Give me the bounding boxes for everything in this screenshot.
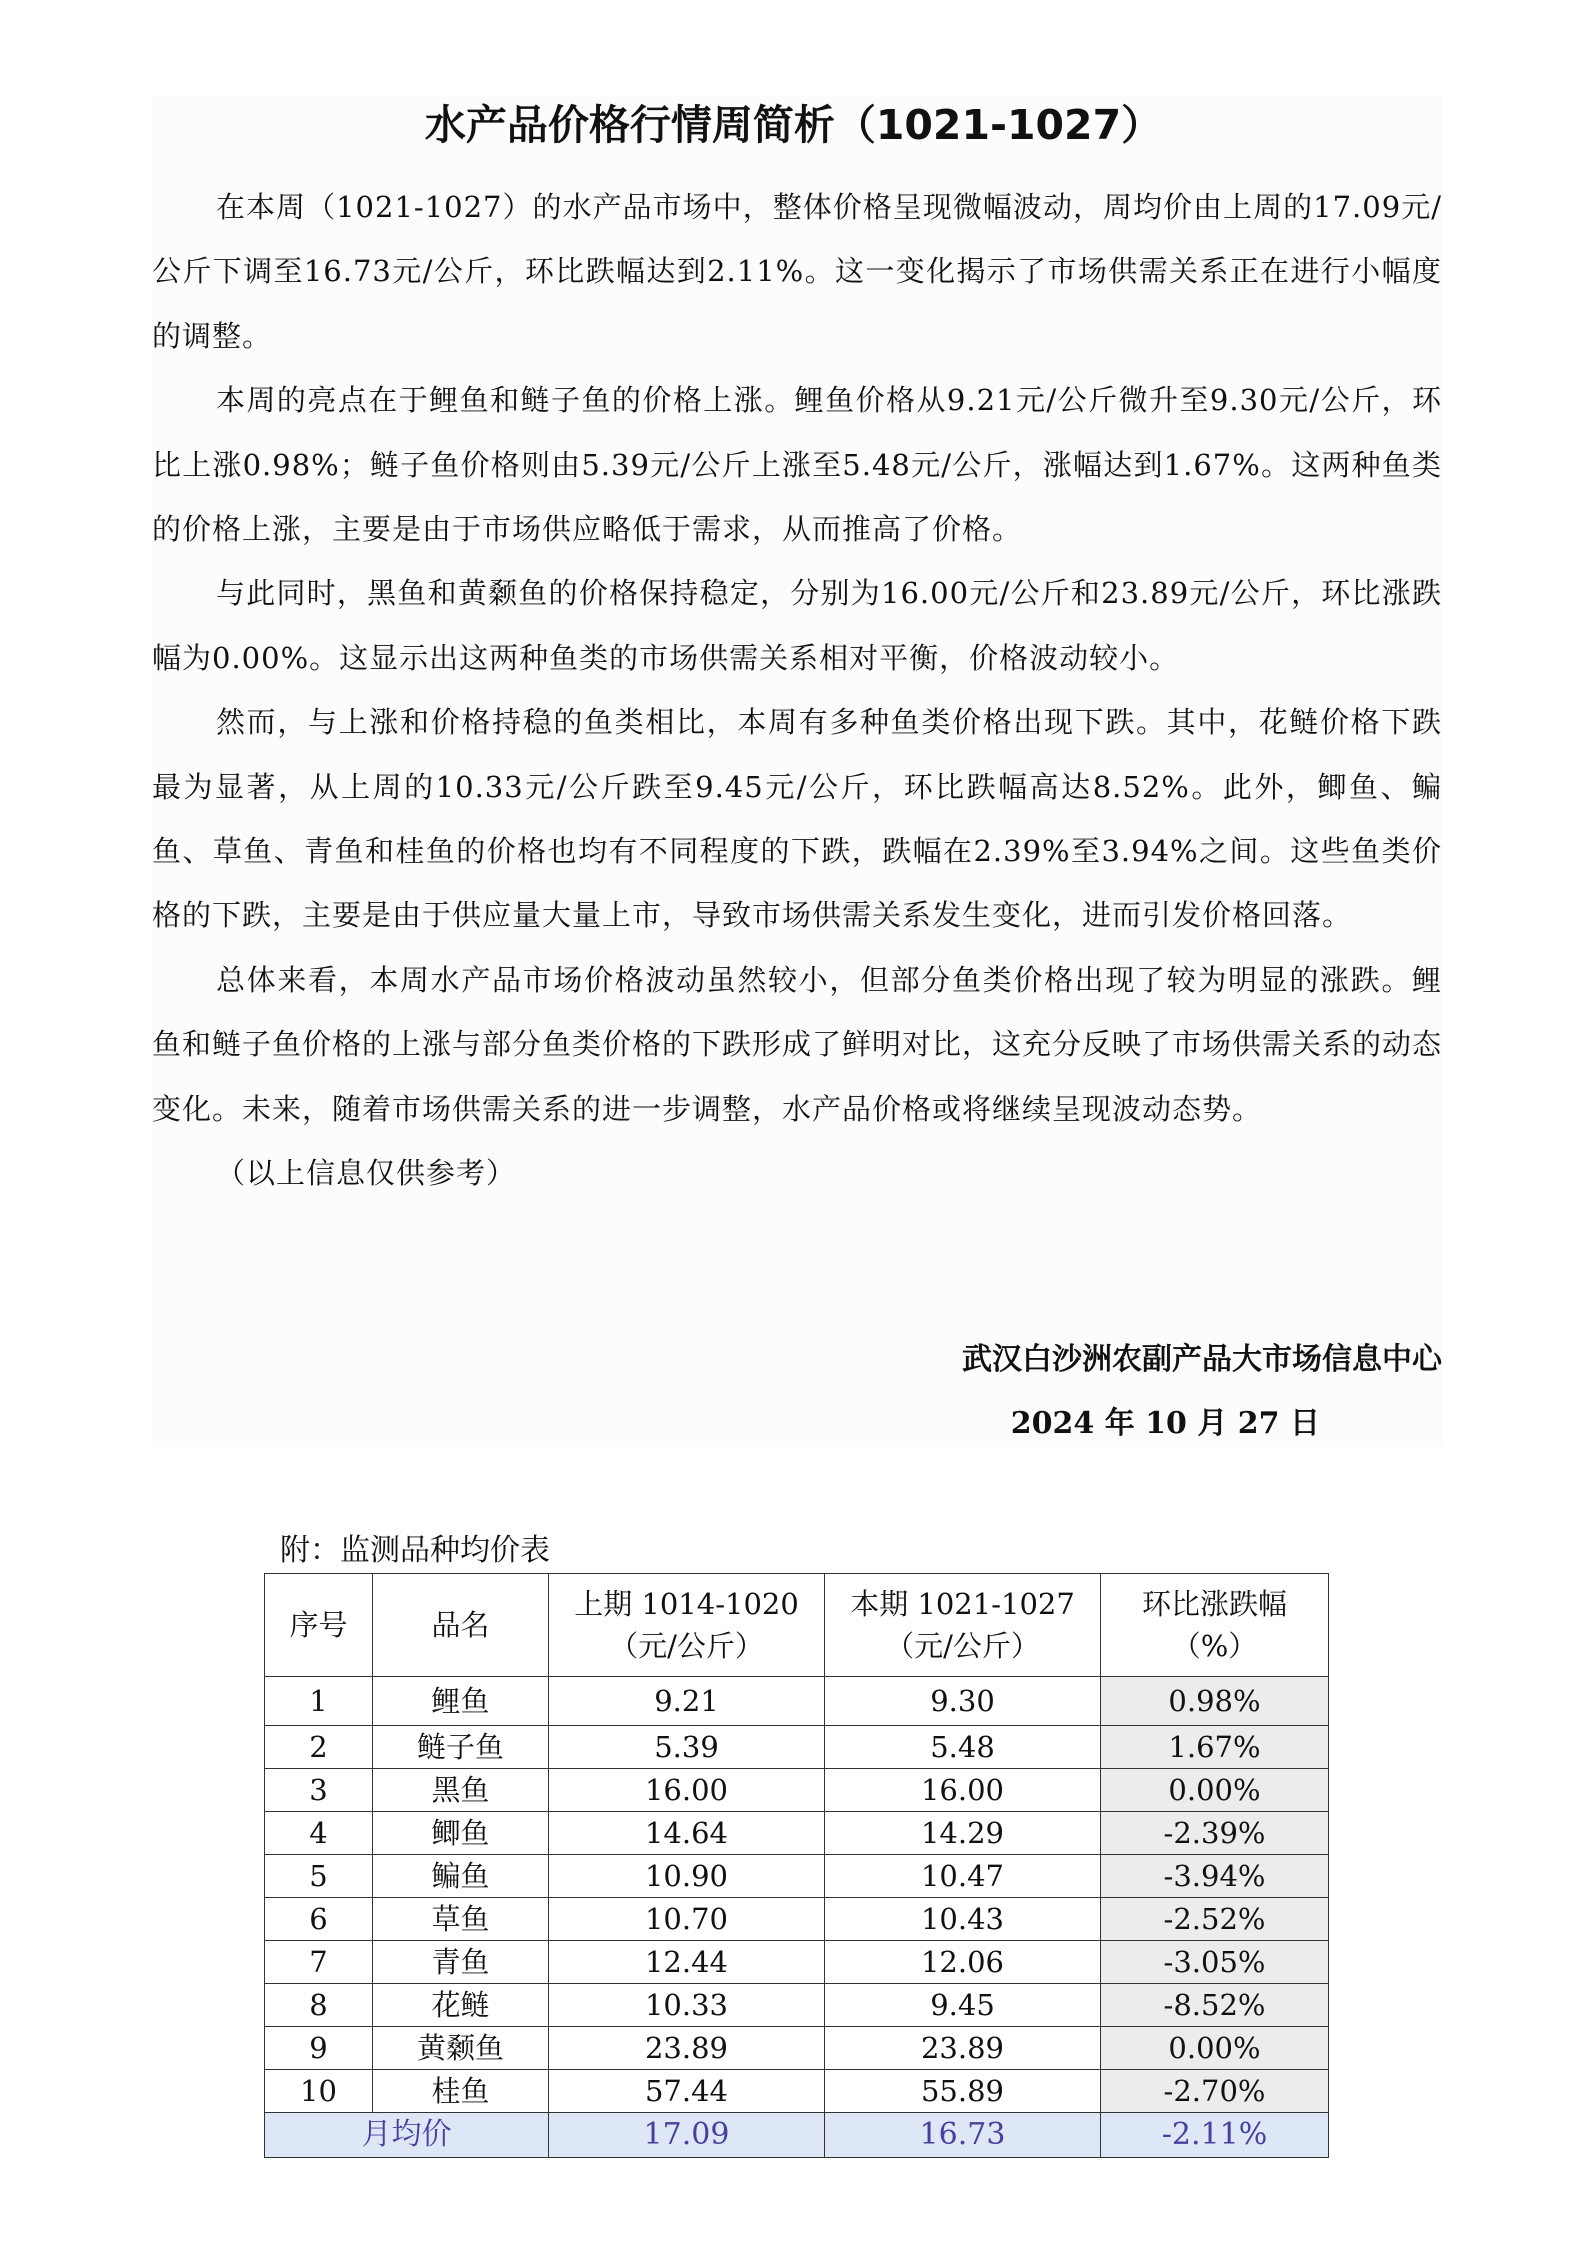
table-row — [265, 1898, 1329, 1941]
average-chg: -2.11% — [1101, 2113, 1329, 2158]
cell-prev-price: 57.44 — [549, 2070, 825, 2113]
cell-prev-price: 23.89 — [549, 2027, 825, 2070]
cell-change: -2.39% — [1101, 1812, 1329, 1855]
cell-name: 桂鱼 — [373, 2070, 549, 2113]
table-row — [265, 1769, 1329, 1812]
cell-no: 9 — [265, 2027, 373, 2070]
paragraph-price-rise: 本周的亮点在于鲤鱼和鲢子鱼的价格上涨。鲤鱼价格从9.21元/公斤微升至9.30元/公斤，环比上涨0.98%；鲢子鱼价格则由5.39元/公斤上涨至5.48元/公斤，涨幅达到1.67%。这两种鱼类的价格上涨，主要是由于市场供应略低于需求，从而推高了价格。 — [152, 383, 1442, 547]
cell-prev-price: 16.00 — [549, 1769, 825, 1812]
paragraph-disclaimer: （以上信息仅供参考） — [216, 1156, 517, 1191]
header-no: 序号 — [265, 1574, 373, 1677]
cell-change: 0.98% — [1101, 1677, 1329, 1726]
cell-prev-price: 14.64 — [549, 1812, 825, 1855]
header-chg-label: 环比涨跌幅 — [1141, 1587, 1287, 1621]
header-cur-unit: （元/公斤） — [885, 1629, 1040, 1663]
paragraph-summary: 总体来看，本周水产品市场价格波动虽然较小，但部分鱼类价格出现了较为明显的涨跌。鲤鱼和鲢子鱼价格的上涨与部分鱼类价格的下跌形成了鲜明对比，这充分反映了市场供需关系的动态变化。未来，随着市场供需关系的进一步调整，水产品价格或将继续呈现波动态势。 — [152, 962, 1443, 1126]
header-prev-unit: （元/公斤） — [609, 1629, 764, 1663]
cell-cur-price: 10.43 — [825, 1898, 1101, 1941]
cell-name: 青鱼 — [373, 1941, 549, 1984]
cell-name: 鲢子鱼 — [373, 1726, 549, 1769]
cell-cur-price: 12.06 — [825, 1941, 1101, 1984]
paragraph-price-drop: 然而，与上涨和价格持稳的鱼类相比，本周有多种鱼类价格出现下跌。其中，花鲢价格下跌最为显著，从上周的10.33元/公斤跌至9.45元/公斤，环比跌幅高达8.52%。此外，鲫鱼、鳊鱼、草鱼、青鱼和桂鱼的价格也均有不同程度的下跌，跌幅在2.39%至3.94%之间。这些鱼类价格的下跌，主要是由于供应量大量上市，导致市场供需关系发生变化，进而引发价格回落。 — [152, 705, 1442, 933]
cell-cur-price: 5.48 — [825, 1726, 1101, 1769]
cell-no: 3 — [265, 1769, 373, 1812]
paragraph-overview: 在本周（1021-1027）的水产品市场中，整体价格呈现微幅波动，周均价由上周的17.09元/公斤下调至16.73元/公斤，环比跌幅达到2.11%。这一变化揭示了市场供需关系正在进行小幅度的调整。 — [152, 190, 1442, 353]
table-row — [265, 1941, 1329, 1984]
table-row — [265, 2027, 1329, 2070]
header-cur — [825, 1574, 1101, 1677]
table-row — [265, 1812, 1329, 1855]
cell-cur-price: 14.29 — [825, 1812, 1101, 1855]
table-row — [265, 1677, 1329, 1726]
average-label: 月均价 — [265, 2113, 549, 2158]
cell-no: 8 — [265, 1984, 373, 2027]
cell-prev-price: 5.39 — [549, 1726, 825, 1769]
cell-cur-price: 9.45 — [825, 1984, 1101, 2027]
cell-name: 鳊鱼 — [373, 1855, 549, 1898]
cell-name: 黄颡鱼 — [373, 2027, 549, 2070]
cell-name: 黑鱼 — [373, 1769, 549, 1812]
cell-name: 花鲢 — [373, 1984, 549, 2027]
table-row — [265, 1726, 1329, 1769]
cell-no: 1 — [265, 1677, 373, 1726]
cell-no: 5 — [265, 1855, 373, 1898]
average-cur: 16.73 — [825, 2113, 1101, 2158]
cell-cur-price: 10.47 — [825, 1855, 1101, 1898]
header-prev — [549, 1574, 825, 1677]
cell-no: 4 — [265, 1812, 373, 1855]
cell-prev-price: 10.90 — [549, 1855, 825, 1898]
average-prev: 17.09 — [549, 2113, 825, 2158]
cell-prev-price: 9.21 — [549, 1677, 825, 1726]
cell-cur-price: 9.30 — [825, 1677, 1101, 1726]
cell-prev-price: 10.33 — [549, 1984, 825, 2027]
cell-cur-price: 16.00 — [825, 1769, 1101, 1812]
header-prev-period: 上期 1014-1020 — [574, 1587, 799, 1621]
header-name: 品名 — [373, 1574, 549, 1677]
cell-change: -3.94% — [1101, 1855, 1329, 1898]
cell-change: -8.52% — [1101, 1984, 1329, 2027]
cell-no: 7 — [265, 1941, 373, 1984]
cell-prev-price: 12.44 — [549, 1941, 825, 1984]
cell-name: 鲤鱼 — [373, 1677, 549, 1726]
table-row — [265, 1855, 1329, 1898]
table-row — [265, 2070, 1329, 2113]
table-row-average — [265, 2113, 1329, 2158]
header-cur-period: 本期 1021-1027 — [850, 1587, 1075, 1621]
cell-change: -2.70% — [1101, 2070, 1329, 2113]
signature-block — [962, 1328, 1442, 1456]
cell-no: 2 — [265, 1726, 373, 1769]
cell-change: 0.00% — [1101, 2027, 1329, 2070]
table-header-row — [265, 1574, 1329, 1677]
cell-name: 草鱼 — [373, 1898, 549, 1941]
cell-no: 6 — [265, 1898, 373, 1941]
cell-prev-price: 10.70 — [549, 1898, 825, 1941]
price-table — [264, 1573, 1329, 2158]
cell-cur-price: 23.89 — [825, 2027, 1101, 2070]
signature-organization: 武汉白沙洲农副产品大市场信息中心 — [962, 1342, 1442, 1377]
cell-cur-price: 55.89 — [825, 2070, 1101, 2113]
header-chg-unit: （%） — [1171, 1629, 1258, 1663]
table-row — [265, 1984, 1329, 2027]
cell-change: 0.00% — [1101, 1769, 1329, 1812]
cell-change: -3.05% — [1101, 1941, 1329, 1984]
header-chg — [1101, 1574, 1329, 1677]
table-caption: 附：监测品种均价表 — [280, 1533, 550, 1568]
paragraph-price-stable: 与此同时，黑鱼和黄颡鱼的价格保持稳定，分别为16.00元/公斤和23.89元/公斤，环比涨跌幅为0.00%。这显示出这两种鱼类的市场供需关系相对平衡，价格波动较小。 — [152, 576, 1442, 675]
cell-change: -2.52% — [1101, 1898, 1329, 1941]
analysis-text — [152, 175, 1442, 1206]
cell-no: 10 — [265, 2070, 373, 2113]
cell-change: 1.67% — [1101, 1726, 1329, 1769]
page-title: 水产品价格行情周简析（1021-1027） — [424, 101, 1163, 149]
cell-name: 鲫鱼 — [373, 1812, 549, 1855]
signature-date: 2024 年 10 月 27 日 — [1010, 1406, 1320, 1441]
